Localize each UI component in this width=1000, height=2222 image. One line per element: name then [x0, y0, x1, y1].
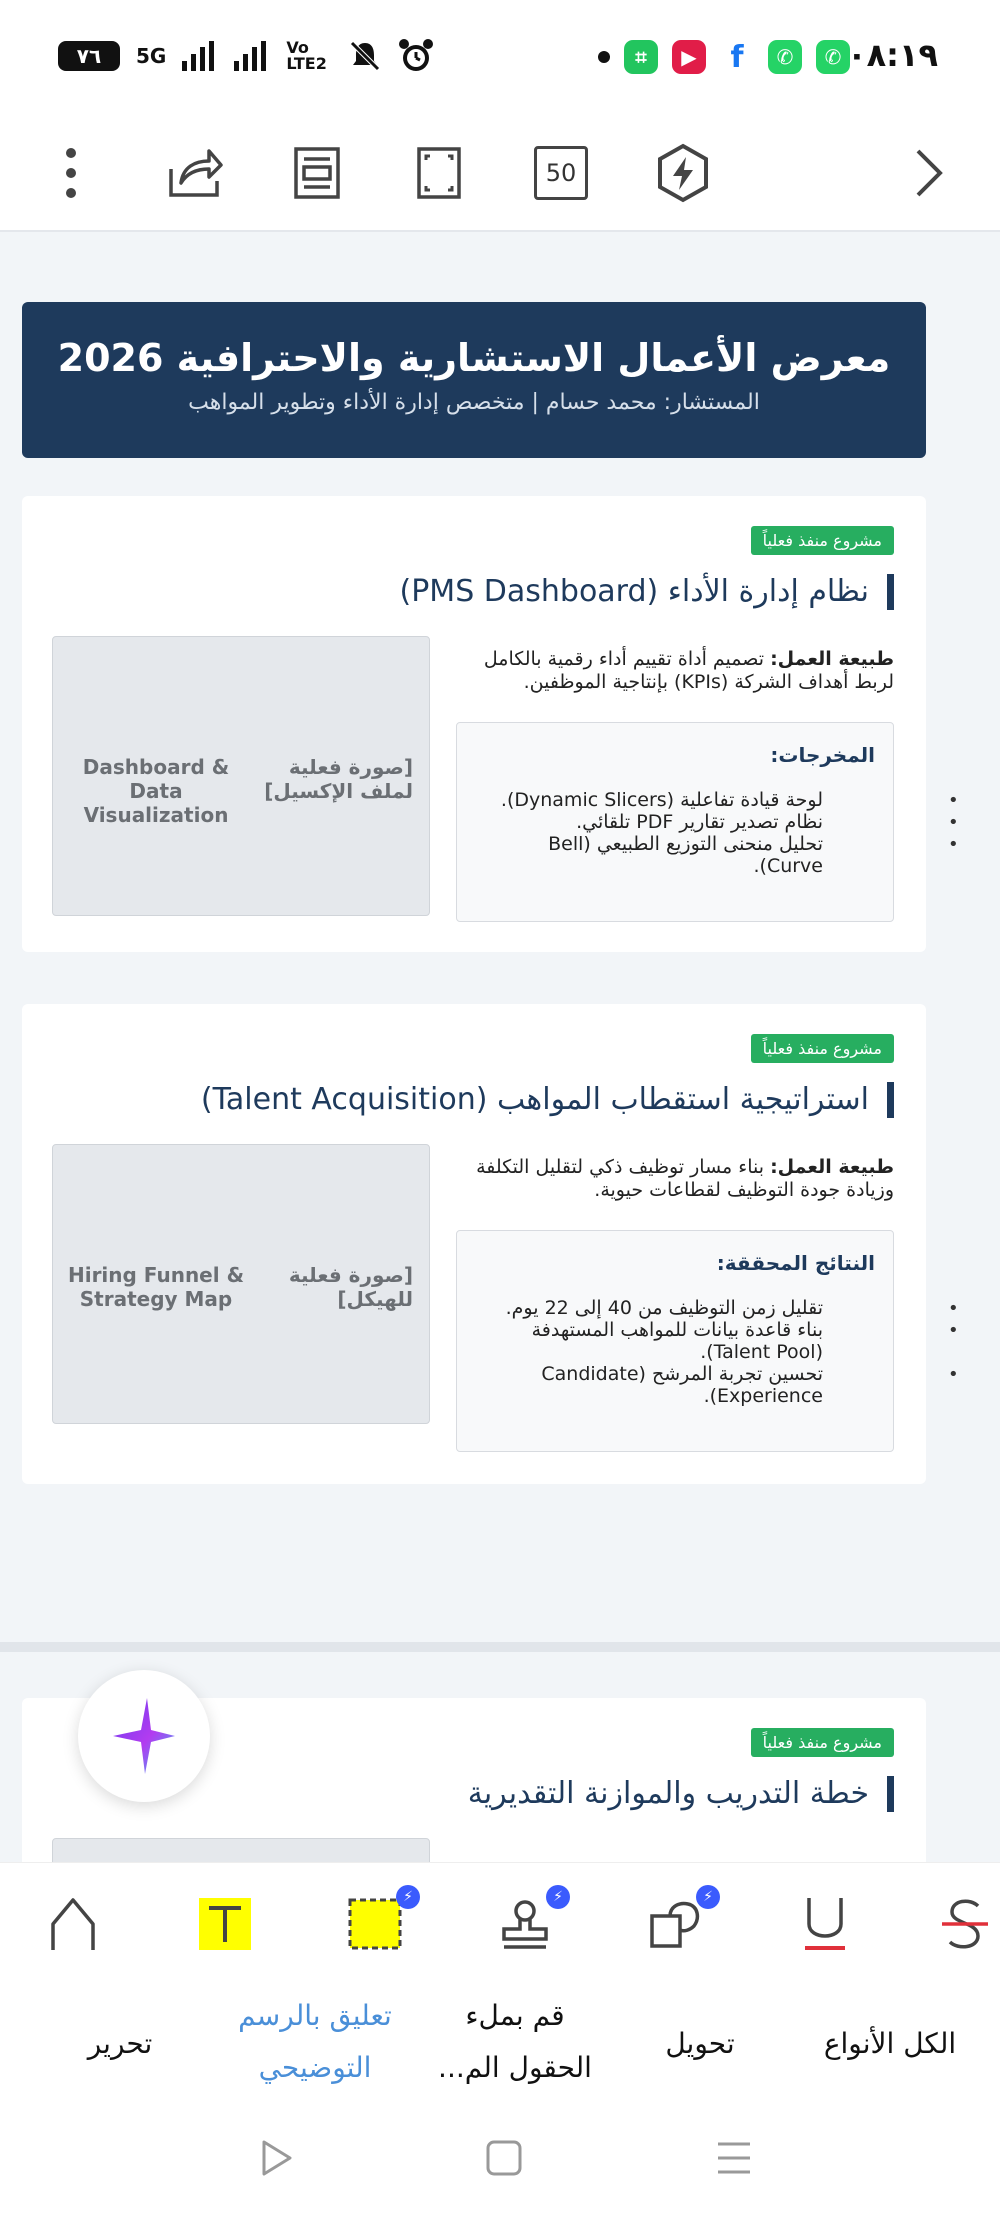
outputs-list: [493, 789, 823, 877]
zoom-level-button[interactable]: [526, 138, 596, 208]
zoom-level: 50: [534, 146, 588, 200]
tab-fill-fields[interactable]: قم بملء الحقول الم...: [438, 1999, 592, 2084]
card-title: استراتيجية استقطاب المواهب (Talent Acquisition): [201, 1082, 894, 1118]
image-placeholder: [52, 1144, 430, 1424]
status-badge: مشروع منفذ فعلياً: [751, 526, 894, 555]
stamp-tool-icon[interactable]: [490, 1889, 563, 1959]
category-tabs: [0, 1982, 1000, 2102]
network-type: 5G: [136, 44, 167, 68]
work-nature-text: تصميم أداة تقييم أداء رقمية بالكامل لربط أهداف الشركة (KPIs) بإنتاجية الموظفين.: [483, 648, 894, 693]
page-title: معرض الأعمال الاستشارية والاحترافية 2026: [57, 336, 891, 380]
fit-page-icon[interactable]: [404, 138, 474, 208]
work-nature-label: طبيعة العمل:: [770, 648, 894, 670]
page-separator: [0, 1642, 1000, 1652]
shapes-tool-icon[interactable]: [640, 1889, 713, 1959]
tab-annotate[interactable]: تعليق بالرسم التوضيحي: [238, 1999, 392, 2084]
bell-muted-icon: [348, 39, 382, 73]
results-list: [493, 1297, 823, 1407]
placeholder-label-ar: [صورة فعلية للهيكل]: [288, 1263, 413, 1311]
tab-edit[interactable]: تحرير: [87, 2027, 153, 2060]
tab-all-types[interactable]: الكل الأنواع: [823, 2027, 957, 2060]
premium-badge-icon: ⚡: [696, 1885, 720, 1909]
notification-icons: [588, 40, 850, 74]
project-card-pms: [22, 496, 926, 952]
placeholder-label-ar: [صورة فعلية لملف الإكسيل]: [264, 755, 413, 803]
work-nature: [454, 1156, 894, 1202]
top-toolbar: [0, 118, 1000, 232]
dot-icon: [598, 51, 610, 63]
stray-bullets: • • •: [948, 790, 959, 855]
image-placeholder: [52, 636, 430, 916]
ai-assistant-icon[interactable]: [648, 138, 718, 208]
text-highlight-tool-icon[interactable]: [190, 1889, 260, 1959]
status-badge: مشروع منفذ فعلياً: [751, 1034, 894, 1063]
share-icon[interactable]: [160, 138, 230, 208]
card-title: نظام إدارة الأداء (PMS Dashboard): [400, 574, 895, 610]
premium-badge-icon: ⚡: [546, 1885, 570, 1909]
outputs-title: المخرجات:: [770, 743, 875, 767]
clock: ٠٨:١٩: [847, 36, 938, 74]
alarm-icon: [398, 38, 434, 74]
list-item: بناء قاعدة بيانات للمواهب المستهدفة (Talent Pool).: [531, 1319, 823, 1363]
tab-convert[interactable]: تحويل: [665, 2027, 735, 2060]
header-banner: [22, 302, 926, 458]
outputs-box: [456, 722, 894, 922]
sparkle-icon: [109, 1696, 179, 1776]
signal-icon-2: [234, 41, 270, 71]
document-viewer[interactable]: [0, 232, 1000, 1862]
project-card-talent: [22, 1004, 926, 1484]
chevron-right-icon[interactable]: [894, 138, 964, 208]
work-nature-label: طبيعة العمل:: [770, 1156, 894, 1178]
list-item: تحسين تجربة المرشح (Candidate Experience).: [541, 1363, 823, 1407]
premium-badge-icon: ⚡: [396, 1885, 420, 1909]
stray-bullets: • • •: [948, 1298, 959, 1385]
app-icon-green: ⌗: [624, 40, 658, 74]
list-item: تقليل زمن التوظيف من 40 إلى 22 يوم.: [505, 1297, 823, 1319]
placeholder-label-en: Hiring Funnel & Strategy Map: [67, 1263, 245, 1311]
signal-icon: [182, 41, 218, 71]
battery-level: ٧٦: [76, 44, 102, 68]
card-title: خطة التدريب والموازنة التقديرية: [468, 1776, 894, 1812]
video-app-icon: ▶: [672, 40, 706, 74]
page-subtitle: المستشار: محمد حسام | متخصص إدارة الأداء وتطوير المواهب: [188, 390, 760, 415]
area-highlight-tool-icon[interactable]: [340, 1889, 413, 1959]
battery-icon: [58, 41, 120, 71]
image-placeholder: [52, 1838, 430, 1862]
facebook-icon: f: [720, 40, 754, 74]
work-nature-text: بناء مسار توظيف ذكي لتقليل التكلفة وزيادة جودة التوظيف لقطاعات حيوية.: [476, 1156, 894, 1201]
strikethrough-tool-icon[interactable]: [940, 1889, 1000, 1959]
list-item: لوحة قيادة تفاعلية (Dynamic Slicers).: [500, 789, 823, 811]
annotation-tools: [0, 1862, 1000, 1983]
back-nav-icon[interactable]: [256, 2138, 296, 2182]
status-left: [58, 38, 434, 74]
recents-nav-icon[interactable]: [714, 2140, 754, 2180]
list-item: تحليل منحنى التوزيع الطبيعي (Bell Curve).: [548, 833, 823, 877]
reading-mode-icon[interactable]: [282, 138, 352, 208]
ai-fab-button[interactable]: [78, 1670, 210, 1802]
underline-tool-icon[interactable]: [790, 1889, 860, 1959]
pen-tool-icon[interactable]: [38, 1889, 108, 1959]
volte-icon: Vo LTE2: [286, 38, 327, 73]
results-box: [456, 1230, 894, 1452]
status-bar: [0, 0, 1000, 118]
status-badge: مشروع منفذ فعلياً: [751, 1728, 894, 1757]
more-menu-icon[interactable]: [36, 138, 106, 208]
list-item: نظام تصدير تقارير PDF تلقائي.: [576, 811, 823, 833]
whatsapp-icon: ✆: [768, 40, 802, 74]
whatsapp-business-icon: ✆: [816, 40, 850, 74]
home-nav-icon[interactable]: [484, 2138, 524, 2182]
system-nav-bar: [0, 2102, 1000, 2222]
work-nature: [454, 648, 894, 694]
results-title: النتائج المحققة:: [716, 1251, 875, 1275]
placeholder-label-en: Dashboard & Data Visualization: [82, 755, 230, 827]
